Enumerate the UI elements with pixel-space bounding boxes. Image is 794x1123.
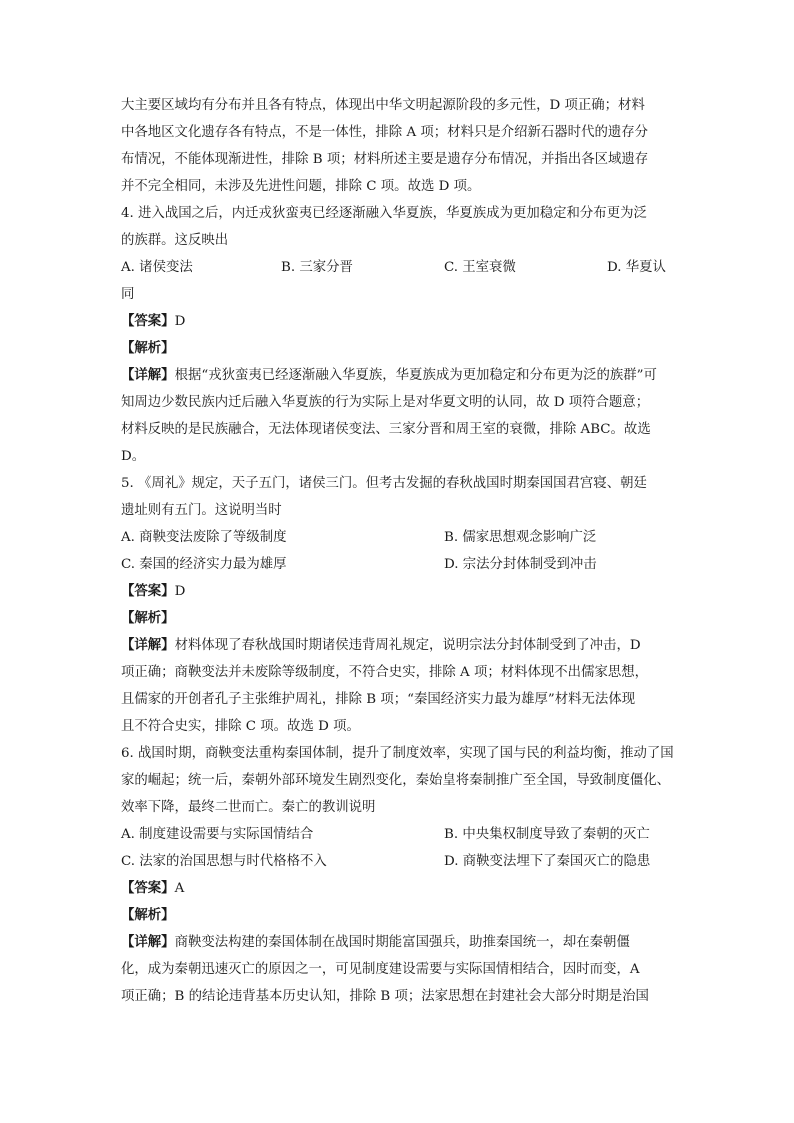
q4-detail-line: 材料反映的是民族融合，无法体现诸侯变法、三家分晋和周王室的衰微，排除 ABC。故选 <box>121 422 651 437</box>
q5-option-a: A. 商鞅变法废除了等级制度 <box>121 530 287 545</box>
q6-options-row <box>121 821 669 848</box>
q6-stem-line: 6. 战国时期，商鞅变法重构秦国体制，提升了制度效率，实现了国与民的利益均衡，推动了国 <box>121 746 674 761</box>
q5-stem-line: 5. 《周礼》规定，天子五门，诸侯三门。但考古发掘的春秋战国时期秦国国君宫寝、朝廷 <box>121 476 647 491</box>
q5-analysis <box>121 605 669 632</box>
answer-tag: 【答案】 <box>121 881 175 896</box>
q6-detail-line <box>121 929 669 956</box>
detail-text: 材料体现了春秋战国时期诸侯违背周礼规定，说明宗法分封体制受到了冲击，D <box>174 638 641 653</box>
q5-options-row <box>121 551 669 578</box>
q4-option-c: C. 王室衰微 <box>444 260 516 275</box>
q5-option-d: D. 宗法分封体制受到冲击 <box>444 557 597 572</box>
q4-stem-line: 4. 进入战国之后，内迁戎狄蛮夷已经逐渐融入华夏族，华夏族成为更加稳定和分布更为泛 <box>121 206 647 221</box>
answer-value: A <box>174 881 185 896</box>
q5-detail-line: 项正确；商鞅变法并未废除等级制度，不符合史实，排除 A 项；材料体现不出儒家思想， <box>121 665 649 680</box>
analysis-tag: 【解析】 <box>121 341 175 356</box>
q6-option-d: D. 商鞅变法埋下了秦国灭亡的隐患 <box>444 854 651 869</box>
q5-detail-line: 且不符合史实，排除 C 项。故选 D 项。 <box>121 719 360 734</box>
answer-value: D <box>174 584 186 599</box>
detail-tag: 【详解】 <box>121 638 175 653</box>
q6-answer <box>121 875 669 902</box>
answer-tag: 【答案】 <box>121 314 175 329</box>
q6-detail-line: 项正确；B 的结论违背基本历史认知，排除 B 项；法家思想在封建社会大部分时期是治国 <box>121 989 649 1004</box>
q4-option-d: D. 华夏认 <box>607 260 666 275</box>
q6-detail-line: 化，成为秦朝迅速灭亡的原因之一，可见制度建设需要与实际国情相结合，因时而变，A <box>121 962 640 977</box>
q4-detail-line: D。 <box>121 449 146 464</box>
intro-line: 并不完全相同，未涉及先进性问题，排除 C 项。故选 D 项。 <box>121 179 481 194</box>
q6-option-b: B. 中央集权制度导致了秦朝的灭亡 <box>444 827 650 842</box>
q4-detail-line: 知周边少数民族内迁后融入华夏族的行为实际上是对华夏文明的认同，故 D 项符合题意； <box>121 395 650 410</box>
detail-text: 根据“戎狄蛮夷已经逐渐融入华夏族，华夏族成为更加稳定和分布更为泛的族群”可 <box>174 368 657 383</box>
q6-options-row <box>121 848 669 875</box>
q4-option-a: A. 诸侯变法 <box>121 260 193 275</box>
q4-stem-line: 的族群。这反映出 <box>121 233 229 248</box>
q5-detail-line: 且儒家的开创者孔子主张维护周礼，排除 B 项；“秦国经济实力最为雄厚”材料无法体现 <box>121 692 636 707</box>
q6-stem-line: 家的崛起；统一后，秦朝外部环境发生剧烈变化，秦始皇将秦制推广至全国，导致制度僵化、 <box>121 773 671 788</box>
q5-answer <box>121 578 669 605</box>
q6-option-a: A. 制度建设需要与实际国情结合 <box>121 827 314 842</box>
q4-answer <box>121 308 669 335</box>
q5-stem-line: 遗址则有五门。这说明当时 <box>121 503 282 518</box>
q5-option-c: C. 秦国的经济实力最为雄厚 <box>121 557 287 572</box>
analysis-tag: 【解析】 <box>121 611 175 626</box>
q6-stem-line: 效率下降，最终二世而亡。秦亡的教训说明 <box>121 800 376 815</box>
intro-line: 布情况，不能体现渐进性，排除 B 项；材料所述主要是遗存分布情况，并指出各区域遗存 <box>121 152 649 167</box>
q5-option-b: B. 儒家思想观念影响广泛 <box>444 530 597 545</box>
answer-tag: 【答案】 <box>121 584 175 599</box>
answer-value: D <box>174 314 186 329</box>
q4-analysis <box>121 335 669 362</box>
q6-option-c: C. 法家的治国思想与时代格格不入 <box>121 854 327 869</box>
detail-tag: 【详解】 <box>121 935 175 950</box>
q4-option-b: B. 三家分晋 <box>281 260 353 275</box>
q4-options <box>121 254 669 281</box>
detail-tag: 【详解】 <box>121 368 175 383</box>
q6-analysis <box>121 902 669 929</box>
analysis-tag: 【解析】 <box>121 908 175 923</box>
q5-detail-line <box>121 632 669 659</box>
q4-option-d-wrap: 同 <box>121 287 135 302</box>
intro-line: 大主要区域均有分布并且各有特点，体现出中华文明起源阶段的多元性，D 项正确；材料 <box>121 98 645 113</box>
detail-text: 商鞅变法构建的秦国体制在战国时期能富国强兵，助推秦国统一，却在秦朝僵 <box>174 935 630 950</box>
intro-line: 中各地区文化遗存各有特点，不是一体性，排除 A 项；材料只是介绍新石器时代的遗存分 <box>121 125 649 140</box>
q4-detail-line <box>121 362 669 389</box>
q5-options-row <box>121 524 669 551</box>
document-content <box>121 92 674 1010</box>
